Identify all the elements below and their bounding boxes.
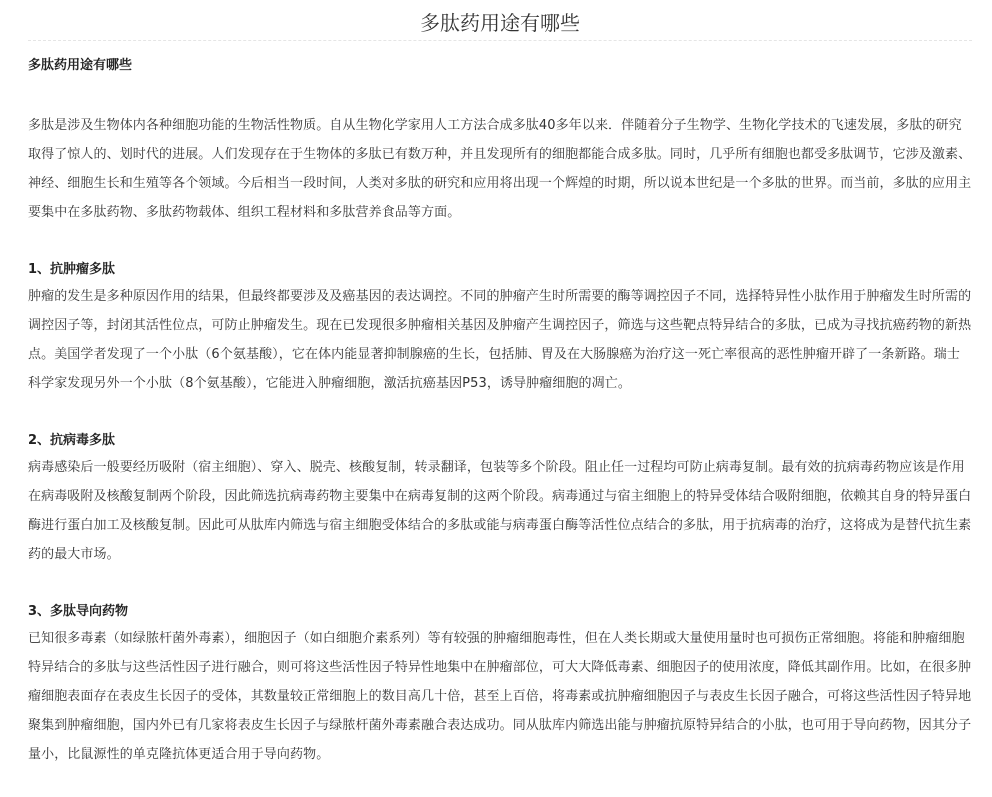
page-title: 多肽药用途有哪些 (28, 0, 972, 41)
section-heading: 3、多肽导向药物 (28, 604, 129, 619)
article-subtitle: 多肽药用途有哪些 (28, 58, 133, 73)
section-heading: 1、抗肿瘤多肽 (28, 262, 116, 277)
section-body: 已知很多毒素（如绿脓杆菌外毒素），细胞因子（如白细胞介素系列）等有较强的肿瘤细胞毒性，但在人类长期或大量使用量时也可损伤正常细胞。将能和肿瘤细胞特异结合的多肽与这些活性因子进行融合，则可将这些活性因子特异性地集中在肿瘤部位，可大大降低毒素、细胞因子的使用浓度，降低其副作用。比如，在很多肿瘤细胞表面存在表皮生长因子的受体，其数量较正常细胞上的数目高几十倍，甚至上百倍，将毒素或抗肿瘤细胞因子与表皮生长因子融合，可将这些活性因子特异地聚集到肿瘤细胞，国内外已有几家将表皮生长因子与绿脓杆菌外毒素融合表达成功。同从肽库内筛选出能与肿瘤抗原特异结合的小肽，也可用于导向药物，因其分子量小，比鼠源性的单克隆抗体更适合用于导向药物。 (28, 631, 972, 762)
section-anti-tumor (28, 261, 972, 398)
section-anti-virus (28, 432, 972, 569)
intro-paragraph: 多肽是涉及生物体内各种细胞功能的生物活性物质。自从生物化学家用人工方法合成多肽40多年以来．伴随着分子生物学、生物化学技术的飞速发展，多肽的研究取得了惊人的、划时代的进展。人们发现存在于生物体的多肽已有数万种，并且发现所有的细胞都能合成多肽。同时，几乎所有细胞也都受多肽调节，它涉及激素、神经、细胞生长和生殖等各个领域。今后相当一段时间，人类对多肽的研究和应用将出现一个辉煌的时期，所以说本世纪是一个多肽的世界。而当前，多肽的应用主要集中在多肽药物、多肽药物载体、组织工程材料和多肽营养食品等方面。 (28, 118, 972, 220)
section-body: 肿瘤的发生是多种原因作用的结果，但最终都要涉及及癌基因的表达调控。不同的肿瘤产生时所需要的酶等调控因子不同，选择特异性小肽作用于肿瘤发生时所需的调控因子等，封闭其活性位点，可防止肿瘤发生。现在已发现很多肿瘤相关基因及肿瘤产生调控因子，筛选与这些靶点特异结合的多肽，已成为寻找抗癌药物的新热点。美国学者发现了一个小肽（6个氨基酸），它在体内能显著抑制腺癌的生长，包括肺、胃及在大肠腺癌为治疗这一死亡率很高的恶性肿瘤开辟了一条新路。瑞士科学家发现另外一个小肽（8个氨基酸），它能进入肿瘤细胞，激活抗癌基因P53，诱导肿瘤细胞的凋亡。 (28, 289, 972, 391)
section-targeted-drug (28, 603, 972, 769)
section-heading: 2、抗病毒多肽 (28, 433, 116, 448)
section-body: 病毒感染后一般要经历吸附（宿主细胞）、穿入、脱壳、核酸复制，转录翻译，包装等多个阶段。阻止任一过程均可防止病毒复制。最有效的抗病毒药物应该是作用在病毒吸附及核酸复制两个阶段，因此筛选抗病毒药物主要集中在病毒复制的这两个阶段。病毒通过与宿主细胞上的特异受体结合吸附细胞，依赖其自身的特异蛋白酶进行蛋白加工及核酸复制。因此可从肽库内筛选与宿主细胞受体结合的多肽或能与病毒蛋白酶等活性位点结合的多肽，用于抗病毒的治疗，这将成为是替代抗生素药的最大市场。 (28, 460, 972, 562)
